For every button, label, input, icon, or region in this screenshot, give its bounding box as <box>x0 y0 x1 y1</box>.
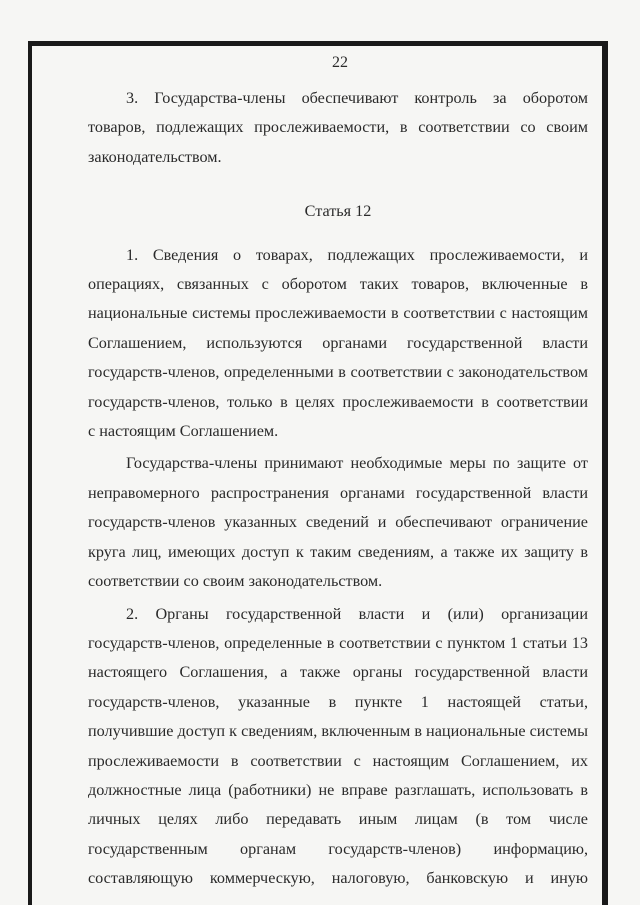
paragraph-3-prev-article: 3. Государства-члены обеспечивают контроль за оборотом товаров, подлежащих прослеживаемости, в соответствии со своим законодательством. <box>88 89 588 166</box>
paragraph-1-second: Государства-члены принимают необходимые меры по защите от неправомерного распространения органами государственной власти государств-членов указанных сведений и обеспечивают ограничение круга лиц, имеющих доступ к таким сведениям, а также их защиту в соответствии со своим законодательством. <box>88 454 588 591</box>
document-body <box>88 84 588 894</box>
paragraph-1: 1. Сведения о товарах, подлежащих прослеживаемости, и операциях, связанных с оборотом таких товаров, включенные в национальные системы прослеживаемости в соответствии с настоящим Соглашением, используются органами государственной власти государств-членов, определенными в соответствии с законодательством государств-членов, только в целях прослеживаемости в соответствии <box>88 245 588 411</box>
page-frame-right-border <box>602 41 608 905</box>
paragraph-2: 2. Органы государственной власти и (или) организации государств-членов, определенные в соответствии с пунктом 1 статьи 13 настоящего Соглашения, а также органы государственной власти государств-членов, указанные в пункте 1 настоящей статьи, получившие доступ к сведениям, включенным в национальные системы прослеживаемости в соответствии с настоящим Соглашением, их должностные лица (работники) не вправе разглашать, использовать в личных целях либо передавать иным лицам (в том числе государственным органам государств-членов) информацию, составляющую коммерческую, налоговую, банковскую и иную <box>88 604 588 888</box>
page-frame-left-border <box>28 41 32 905</box>
article-title: Статья 12 <box>304 202 372 221</box>
page-frame-top-border <box>28 41 608 46</box>
paragraph-1-tail: с настоящим Соглашением. <box>88 422 279 441</box>
page-number: 22 <box>332 54 348 71</box>
